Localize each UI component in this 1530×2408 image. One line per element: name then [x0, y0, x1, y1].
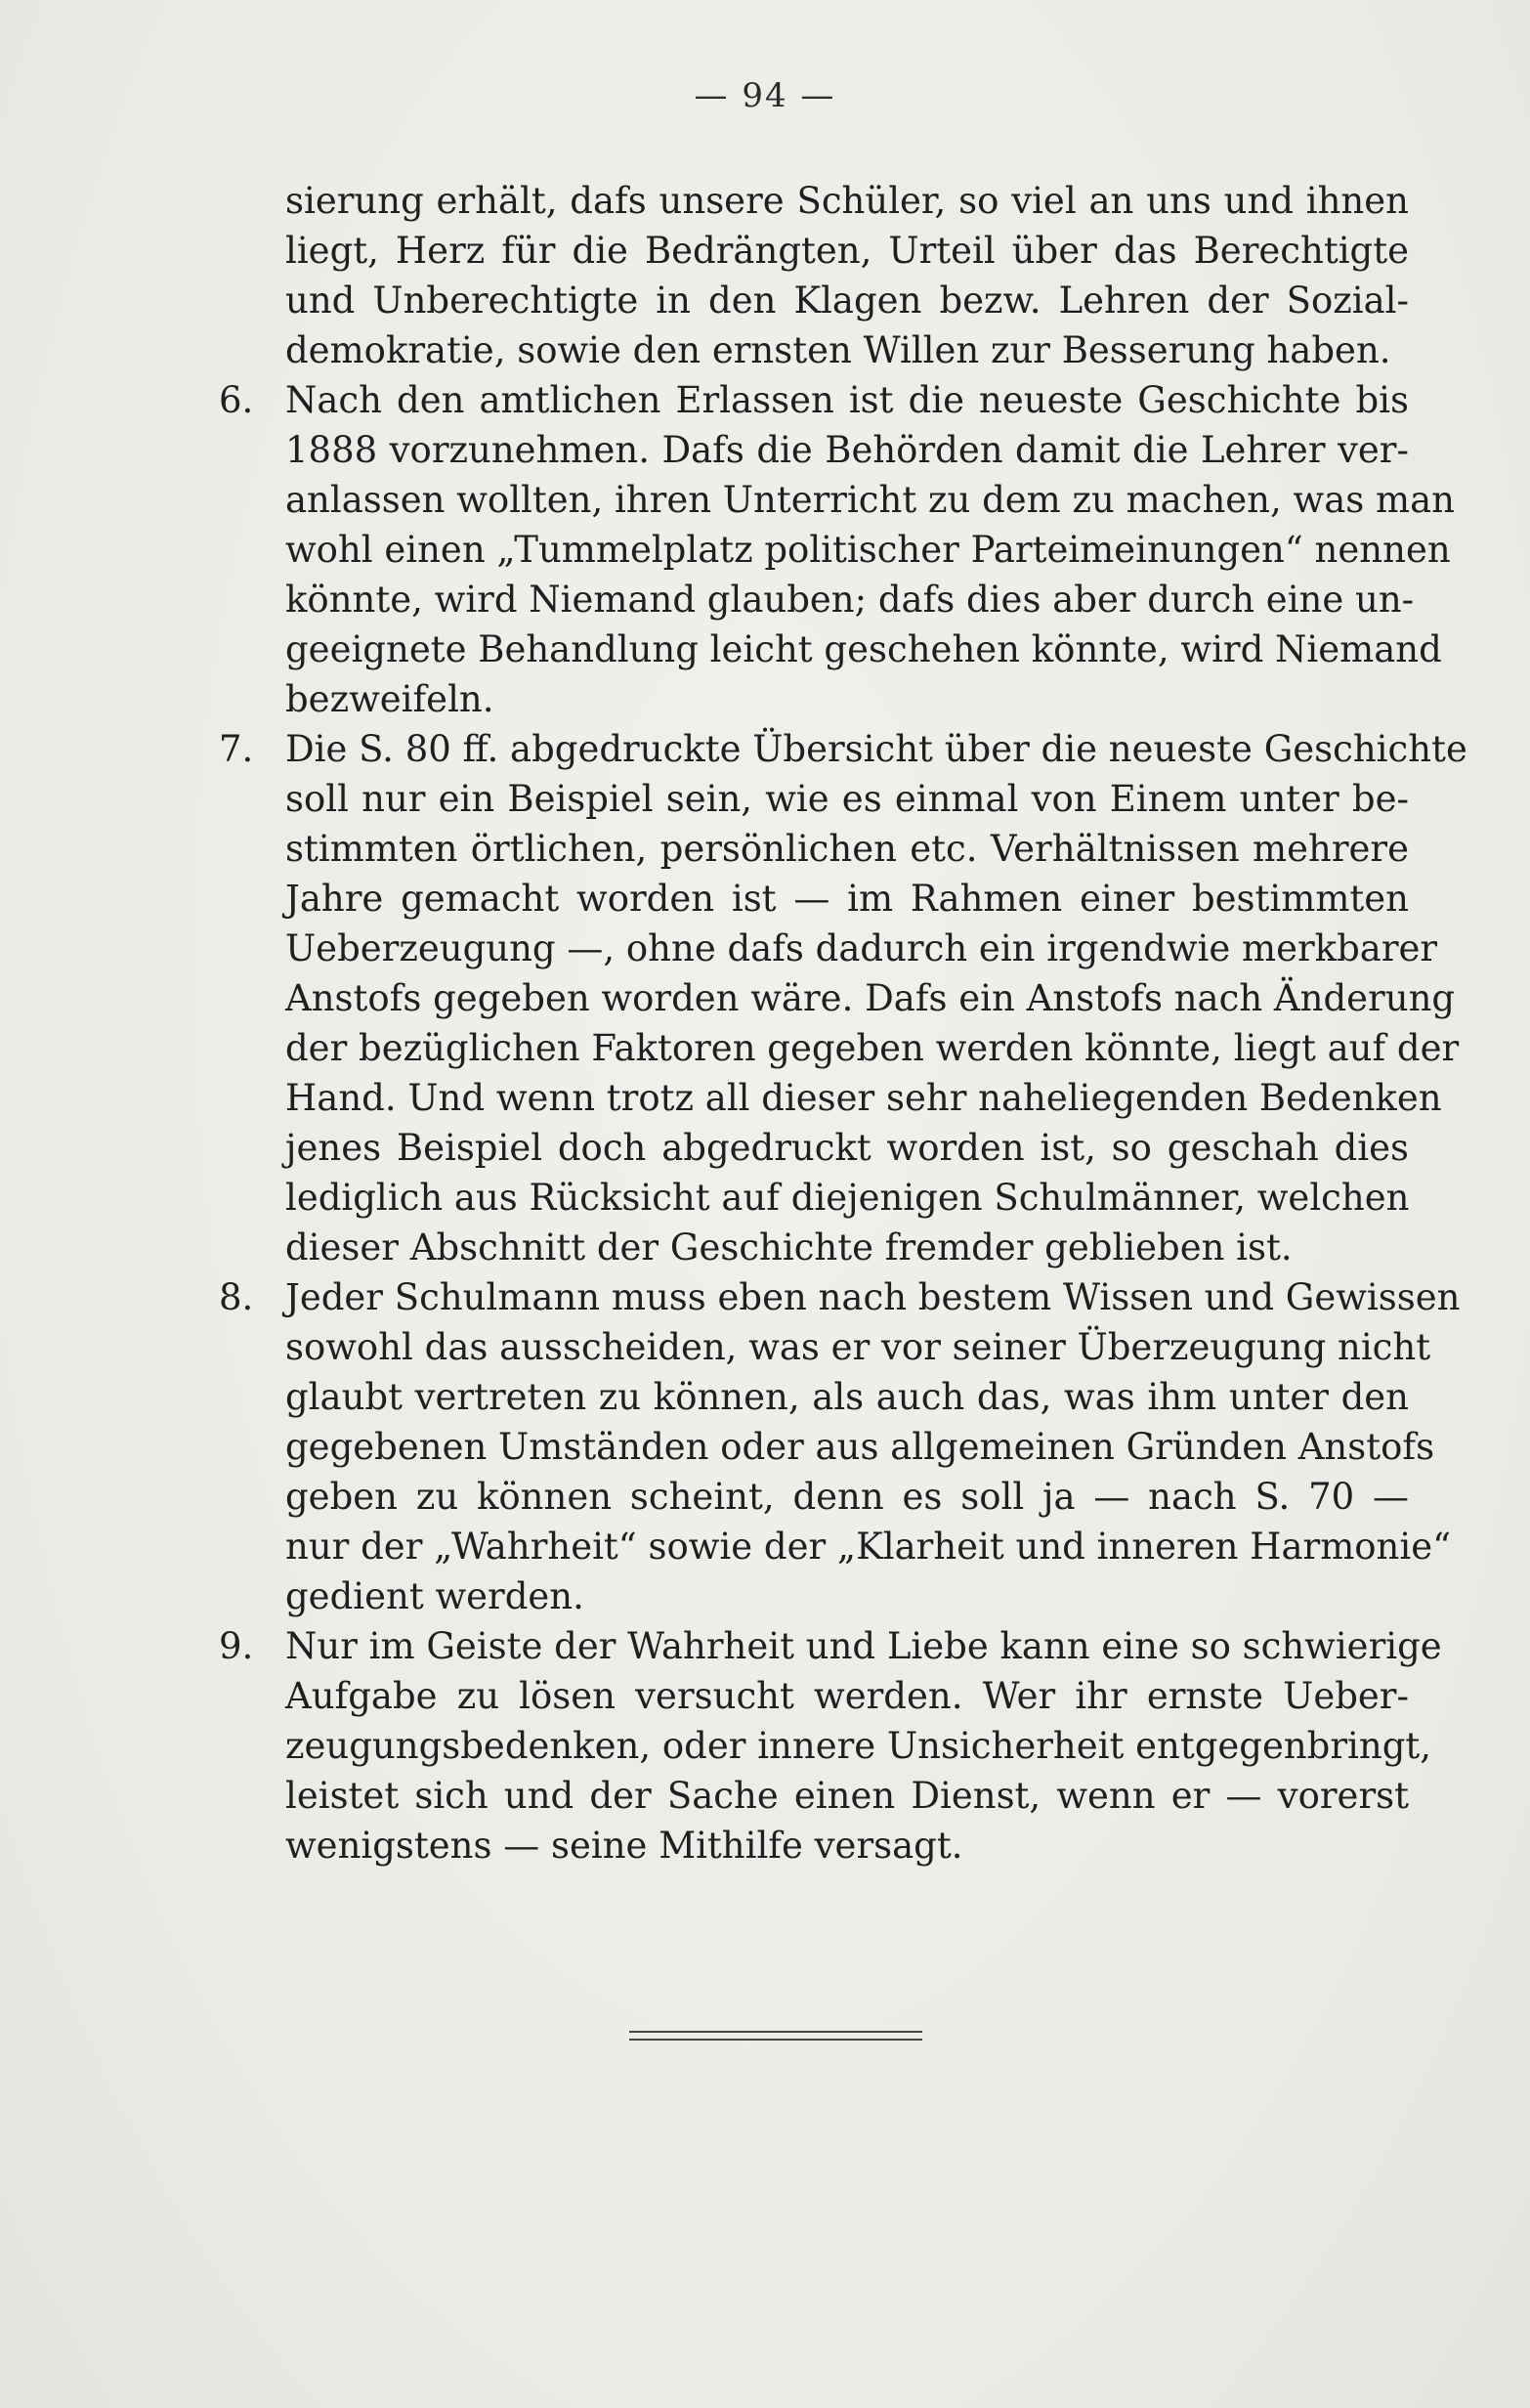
text-line: liegt, Herz für die Bedrängten, Urteil über das Berechtigte [285, 230, 1409, 272]
text-line: könnte, wird Niemand glauben; dafs dies aber durch eine un- [285, 579, 1415, 621]
text-line: stimmten örtlichen, persönlichen etc. Verhältnissen mehrere [285, 828, 1409, 870]
text-line: geben zu können scheint, denn es soll ja — nach S. 70 — [285, 1476, 1409, 1518]
text-line: 9. Nur im Geiste der Wahrheit und Liebe kann eine so schwierige [285, 1621, 1409, 1671]
numbered-item-8 [219, 1272, 1461, 1621]
text-line: gedient werden. [285, 1575, 584, 1617]
item-number: 6. [219, 379, 254, 421]
numbered-item-7 [219, 724, 1467, 1272]
body-text [219, 176, 1467, 1870]
item-number: 9. [219, 1625, 254, 1667]
text-line: glaubt vertreten zu können, als auch das, was ihm unter den [285, 1376, 1409, 1418]
item-number: 7. [219, 728, 254, 770]
text-line: sierung erhält, dafs unsere Schüler, so viel an uns und ihnen [285, 180, 1409, 222]
text-line: wohl einen „Tummelplatz politischer Parteimeinungen“ nennen [285, 529, 1451, 571]
section-divider [629, 2031, 922, 2041]
text-line: gegebenen Umständen oder aus allgemeinen Gründen Anstofs [285, 1426, 1435, 1468]
text-line: dieser Abschnitt der Geschichte fremder geblieben ist. [285, 1226, 1293, 1268]
text-line: Aufgabe zu lösen versucht werden. Wer ihr ernste Ueber- [285, 1675, 1409, 1717]
text-line: Hand. Und wenn trotz all dieser sehr naheliegenden Bedenken [285, 1077, 1442, 1119]
text-line: lediglich aus Rücksicht auf diejenigen Schulmänner, welchen [285, 1177, 1410, 1219]
text-line: jenes Beispiel doch abgedruckt worden ist, so geschah dies [285, 1127, 1409, 1169]
text-line: 7. Die S. 80 ff. abgedruckte Übersicht über die neueste Geschichte [285, 724, 1409, 774]
numbered-item-6 [219, 375, 1455, 724]
item-number: 8. [219, 1276, 254, 1318]
text-line: zeugungsbedenken, oder innere Unsicherheit entgegenbringt, [285, 1725, 1432, 1767]
text-line: leistet sich und der Sache einen Dienst, wenn er — vorerst [285, 1775, 1409, 1817]
text-line: bezweifeln. [285, 678, 494, 720]
text-line: demokratie, sowie den ernsten Willen zur Besserung haben. [285, 329, 1391, 371]
page-number: — 94 — [694, 76, 836, 115]
intro-paragraph [285, 176, 1409, 375]
text-line: und Unberechtigte in den Klagen bezw. Lehren der Sozial- [285, 280, 1409, 322]
text-line: soll nur ein Beispiel sein, wie es einmal von Einem unter be- [285, 778, 1409, 820]
text-line: Ueberzeugung —, ohne dafs dadurch ein irgendwie merkbarer [285, 927, 1438, 969]
text-line: 8. Jeder Schulmann muss eben nach bestem Wissen und Gewissen [285, 1272, 1409, 1322]
numbered-item-9 [219, 1621, 1442, 1870]
text-line: 1888 vorzunehmen. Dafs die Behörden damit die Lehrer ver- [285, 429, 1409, 471]
text-line: der bezüglichen Faktoren gegeben werden könnte, liegt auf der [285, 1027, 1460, 1069]
text-line: wenigstens — seine Mithilfe versagt. [285, 1825, 963, 1867]
text-line: sowohl das ausscheiden, was er vor seiner Überzeugung nicht [285, 1326, 1431, 1368]
text-line: 6. Nach den amtlichen Erlassen ist die neueste Geschichte bis [285, 375, 1409, 425]
text-line: nur der „Wahrheit“ sowie der „Klarheit und inneren Harmonie“ [285, 1526, 1452, 1568]
text-line: anlassen wollten, ihren Unterricht zu dem zu machen, was man [285, 479, 1455, 521]
text-line: Jahre gemacht worden ist — im Rahmen einer bestimmten [285, 878, 1409, 920]
text-line: geeignete Behandlung leicht geschehen könnte, wird Niemand [285, 628, 1442, 670]
text-line: Anstofs gegeben worden wäre. Dafs ein Anstofs nach Änderung [285, 977, 1456, 1019]
